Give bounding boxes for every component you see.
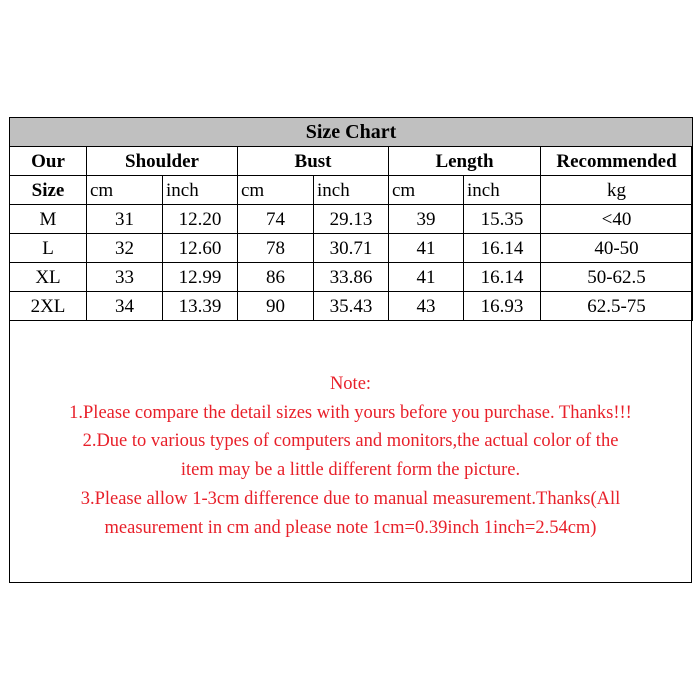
size-cell: M <box>10 205 87 234</box>
table-title: Size Chart <box>10 118 693 147</box>
bust-cm-cell: 78 <box>238 234 314 263</box>
header-length: Length <box>389 147 541 176</box>
header-size: Size <box>10 176 87 205</box>
note-line: 1.Please compare the detail sizes with yours before you purchase. Thanks!!! <box>69 402 632 423</box>
length-inch-cell: 16.93 <box>464 292 541 321</box>
header-row-1 <box>10 147 693 176</box>
recommended-kg-cell: 62.5-75 <box>541 292 693 321</box>
size-cell: 2XL <box>10 292 87 321</box>
bust-cm-cell: 86 <box>238 263 314 292</box>
length-inch-cell: 15.35 <box>464 205 541 234</box>
header-shoulder: Shoulder <box>87 147 238 176</box>
length-cm-cell: 39 <box>389 205 464 234</box>
note-line: item may be a little different form the picture. <box>180 460 521 481</box>
table-row <box>10 292 693 321</box>
note-line: 3.Please allow 1-3cm difference due to manual measurement.Thanks(All <box>80 488 621 509</box>
bust-inch-cell: 33.86 <box>314 263 389 292</box>
header-bust: Bust <box>238 147 389 176</box>
table-row <box>10 263 693 292</box>
unit-length-inch: inch <box>464 176 541 205</box>
recommended-kg-cell: <40 <box>541 205 693 234</box>
note-block <box>9 370 692 542</box>
size-chart-table <box>9 117 693 321</box>
shoulder-inch-cell: 13.39 <box>163 292 238 321</box>
note-line: measurement in cm and please note 1cm=0.39inch 1inch=2.54cm) <box>104 517 597 538</box>
length-inch-cell: 16.14 <box>464 234 541 263</box>
recommended-kg-cell: 50-62.5 <box>541 263 693 292</box>
length-cm-cell: 41 <box>389 263 464 292</box>
shoulder-cm-cell: 33 <box>87 263 163 292</box>
recommended-kg-cell: 40-50 <box>541 234 693 263</box>
note-line: 2.Due to various types of computers and monitors,the actual color of the <box>82 431 619 452</box>
shoulder-cm-cell: 31 <box>87 205 163 234</box>
shoulder-inch-cell: 12.99 <box>163 263 238 292</box>
length-cm-cell: 43 <box>389 292 464 321</box>
shoulder-cm-cell: 32 <box>87 234 163 263</box>
bust-cm-cell: 74 <box>238 205 314 234</box>
unit-bust-inch: inch <box>314 176 389 205</box>
shoulder-inch-cell: 12.60 <box>163 234 238 263</box>
length-inch-cell: 16.14 <box>464 263 541 292</box>
bust-inch-cell: 29.13 <box>314 205 389 234</box>
shoulder-cm-cell: 34 <box>87 292 163 321</box>
unit-kg: kg <box>541 176 693 205</box>
header-our: Our <box>10 147 87 176</box>
title-row <box>10 118 693 147</box>
unit-shoulder-inch: inch <box>163 176 238 205</box>
bust-cm-cell: 90 <box>238 292 314 321</box>
note-heading: Note: <box>329 374 372 394</box>
length-cm-cell: 41 <box>389 234 464 263</box>
unit-length-cm: cm <box>389 176 464 205</box>
bust-inch-cell: 30.71 <box>314 234 389 263</box>
unit-bust-cm: cm <box>238 176 314 205</box>
shoulder-inch-cell: 12.20 <box>163 205 238 234</box>
unit-shoulder-cm: cm <box>87 176 163 205</box>
header-row-2 <box>10 176 693 205</box>
table-row <box>10 234 693 263</box>
header-recommended: Recommended <box>541 147 693 176</box>
bust-inch-cell: 35.43 <box>314 292 389 321</box>
table-row <box>10 205 693 234</box>
size-cell: L <box>10 234 87 263</box>
size-cell: XL <box>10 263 87 292</box>
